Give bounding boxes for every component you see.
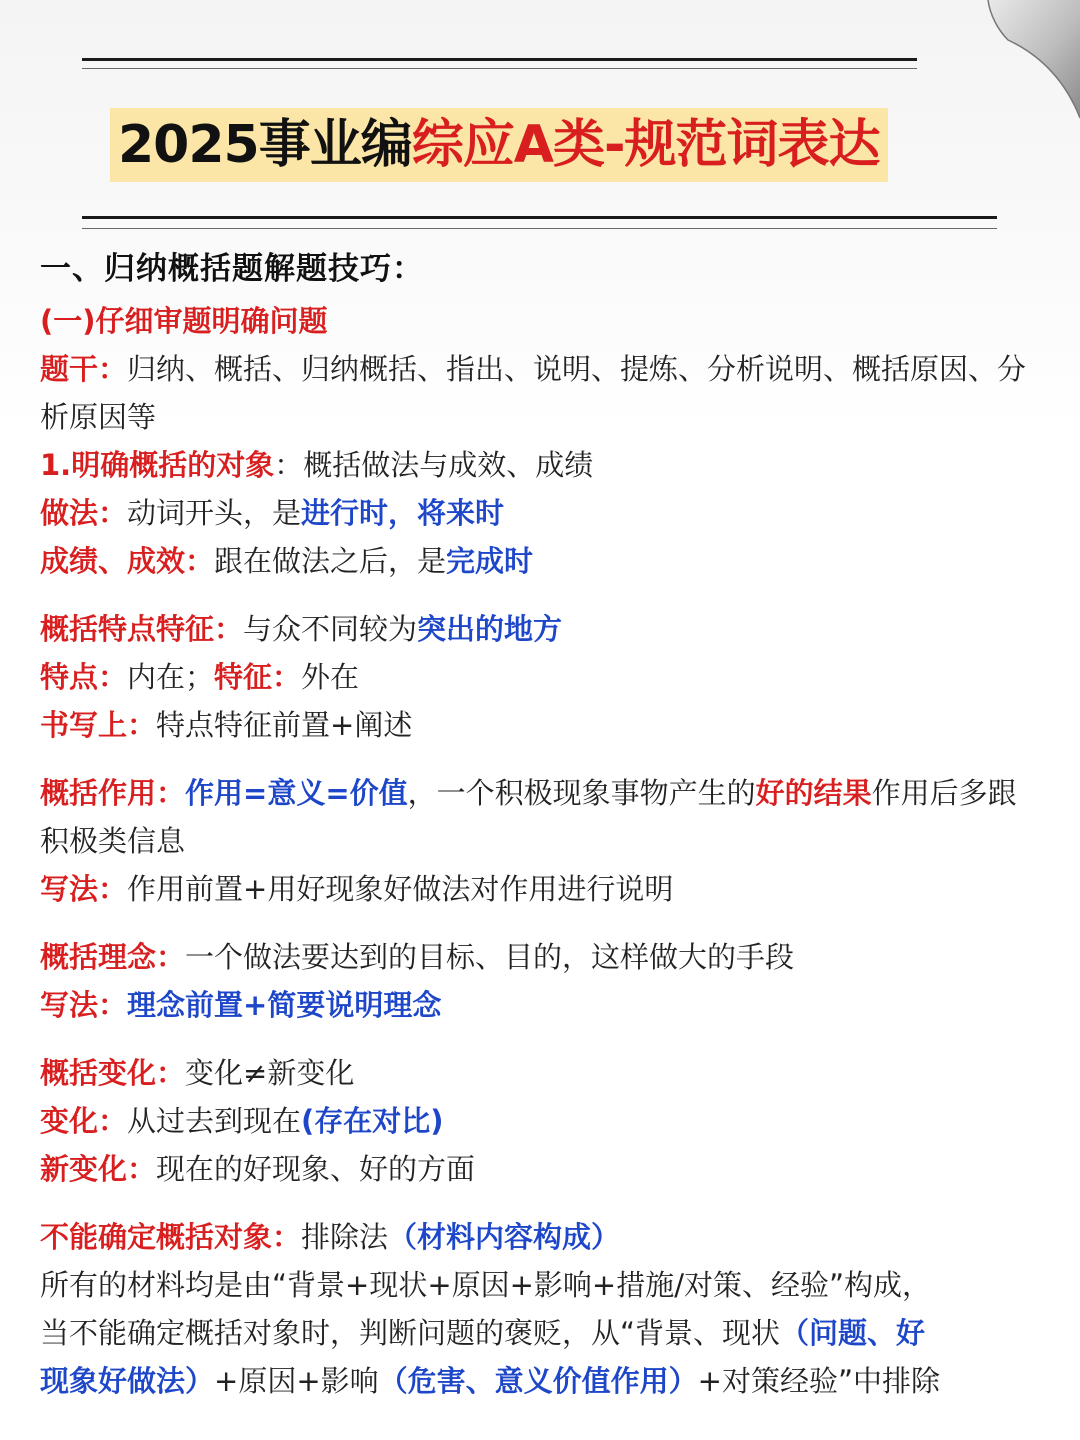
xbh-line: 新变化：现在的好现象、好的方面 — [40, 1152, 476, 1186]
tedian-line: 概括特点特征：与众不同较为突出的地方 — [40, 612, 563, 646]
title-part-red: 综应A类-规范词表达 — [411, 115, 880, 175]
td-line: 特点：内在；特征：外在 — [40, 660, 360, 694]
bianhua-line: 概括变化：变化≠新变化 — [40, 1056, 355, 1090]
zuofa-line: 做法：动词开头，是进行时，将来时 — [40, 496, 505, 530]
paragraph-line-3: 现象好做法）+原因+影响（危害、意义价值作用）+对策经验”中排除 — [40, 1364, 940, 1398]
title-part-black: 2025事业编 — [118, 115, 412, 175]
chengji-line: 成绩、成效：跟在做法之后，是完成时 — [40, 544, 534, 578]
bottom-rule-thick — [82, 216, 997, 219]
zuoyong-line: 概括作用：作用=意义=价值，一个积极现象事物产生的好的结果作用后多跟积极类信息 — [40, 776, 1017, 858]
bottom-rule-thin — [82, 228, 997, 229]
page-title — [110, 108, 888, 182]
paragraph-line-2: 当不能确定概括对象时，判断问题的褒贬，从“背景、现状（问题、好 — [40, 1316, 926, 1350]
bh-line: 变化：从过去到现在(存在对比) — [40, 1104, 444, 1138]
subsection-heading: (一)仔细审题明确问题 — [40, 304, 328, 338]
tigan-line: 题干：归纳、概括、归纳概括、指出、说明、提炼、分析说明、概括原因、分析原因等 — [40, 352, 1027, 434]
page-curl-decoration — [890, 0, 1080, 120]
top-rule-thick — [82, 58, 917, 61]
shuxie-line: 书写上：特点特征前置+阐述 — [40, 708, 413, 742]
document-content — [40, 245, 1044, 1405]
xiefa1-line: 写法：作用前置+用好现象好做法对作用进行说明 — [40, 872, 674, 906]
section-heading: 一、归纳概括题解题技巧： — [40, 251, 424, 287]
linian-line: 概括理念：一个做法要达到的目标、目的，这样做大的手段 — [40, 940, 795, 974]
paragraph-line-1: 所有的材料均是由“背景+现状+原因+影响+措施/对策、经验”构成， — [40, 1268, 932, 1302]
xiefa2-line: 写法：理念前置+简要说明理念 — [40, 988, 442, 1022]
object-line: 1.明确概括的对象：概括做法与成效、成绩 — [40, 448, 594, 482]
top-rule-thin — [82, 68, 917, 69]
buneng-line: 不能确定概括对象：排除法（材料内容构成） — [40, 1220, 621, 1254]
